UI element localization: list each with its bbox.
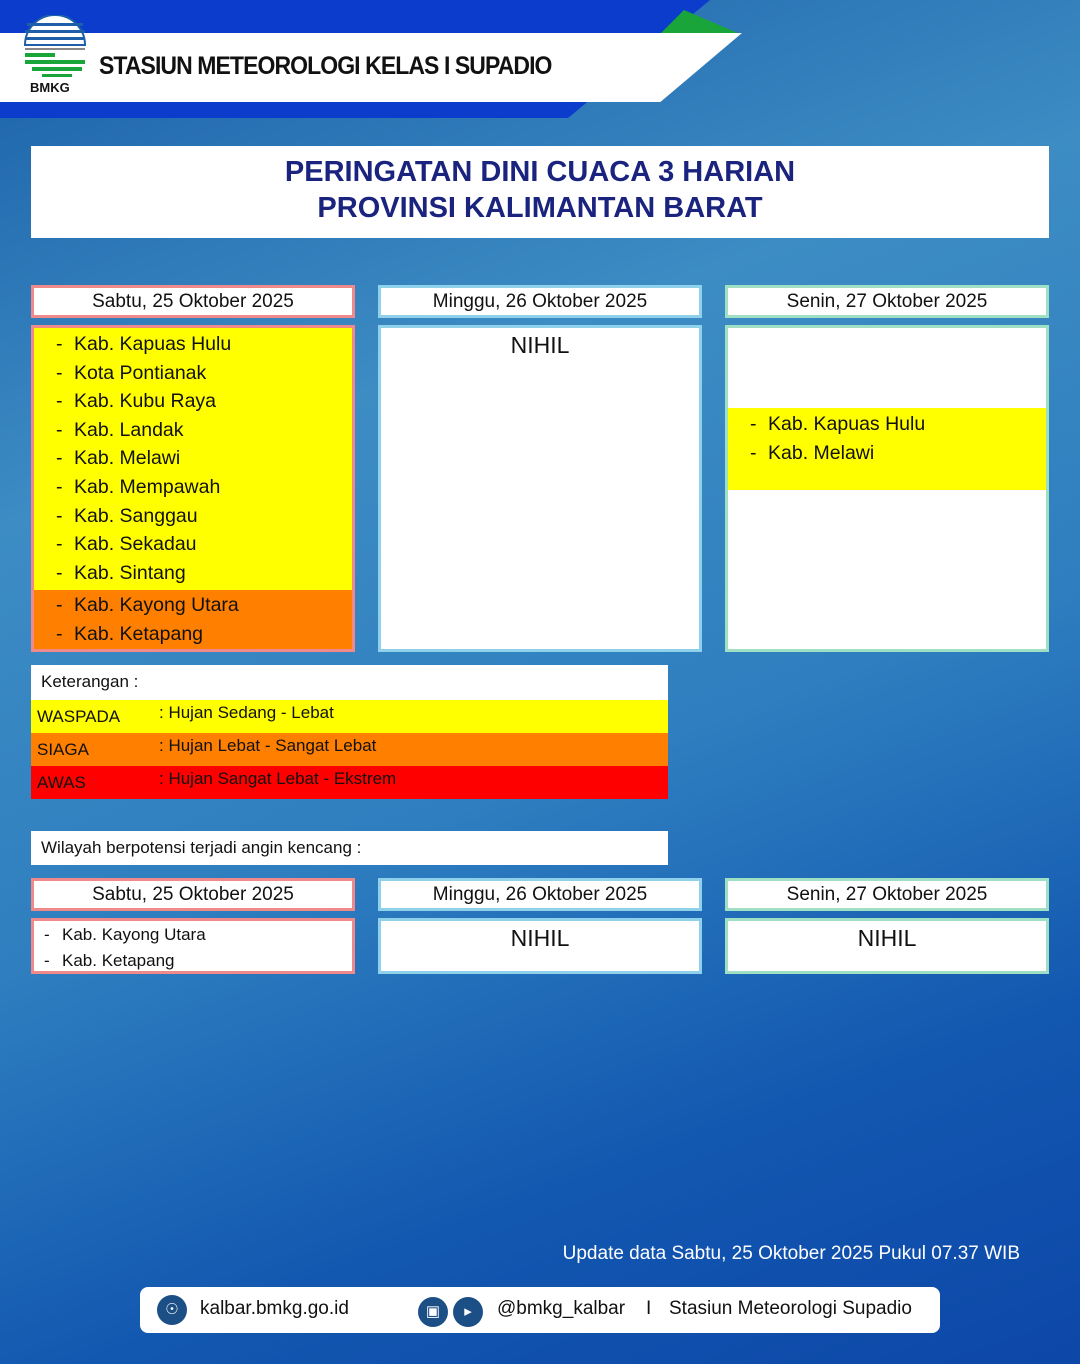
legend-desc: : Hujan Sangat Lebat - Ekstrem xyxy=(159,769,397,788)
instagram-icon[interactable]: ▣ xyxy=(418,1297,448,1327)
wind-list xyxy=(34,921,352,974)
list-item: - Kab. Melawi xyxy=(728,439,1046,468)
list-item: - Kab. Kapuas Hulu xyxy=(728,410,1046,439)
globe-icon: ☉ xyxy=(157,1295,187,1325)
separator: I xyxy=(646,1298,652,1319)
list-item: - Kab. Mempawah xyxy=(34,473,352,502)
nihil-text: NIHIL xyxy=(857,925,917,951)
title-line-1: PERINGATAN DINI CUACA 3 HARIAN xyxy=(284,156,796,188)
legend-desc: : Hujan Lebat - Sangat Lebat xyxy=(159,736,377,755)
nihil-text: NIHIL xyxy=(510,925,570,951)
wind-day-2-header: Minggu, 26 Oktober 2025 xyxy=(378,878,702,911)
station-name: STASIUN METEOROLOGI KELAS I SUPADIO xyxy=(99,52,552,80)
day-3-header: Senin, 27 Oktober 2025 xyxy=(725,285,1049,318)
page-title xyxy=(31,146,1049,238)
wind-day-1-areas xyxy=(31,918,355,974)
wind-title: Wilayah berpotensi terjadi angin kencang : xyxy=(31,831,668,865)
wind-day-1-header: Sabtu, 25 Oktober 2025 xyxy=(31,878,355,911)
wind-day-2-areas xyxy=(378,918,702,974)
day-3-warnings xyxy=(725,325,1049,652)
list-item: - Kab. Sekadau xyxy=(34,530,352,559)
footer-bar xyxy=(140,1287,940,1333)
list-item: - Kab. Ketapang xyxy=(34,620,352,649)
legend-level: WASPADA xyxy=(37,707,121,726)
legend-title: Keterangan : xyxy=(31,665,668,700)
legend-desc: : Hujan Sedang - Lebat xyxy=(159,703,334,722)
wind-day-3-areas xyxy=(725,918,1049,974)
update-text: Update data Sabtu, 25 Oktober 2025 Pukul 07.37 WIB xyxy=(562,1243,1020,1264)
nihil-text: NIHIL xyxy=(510,332,570,358)
list-item: - Kab. Ketapang xyxy=(34,948,352,974)
list-item: - Kab. Kayong Utara xyxy=(34,922,352,948)
waspada-list xyxy=(34,328,352,590)
legend-level: SIAGA xyxy=(37,740,89,759)
list-item: - Kab. Melawi xyxy=(34,444,352,473)
legend-awas xyxy=(31,766,668,799)
list-item: - Kab. Landak xyxy=(34,416,352,445)
day-2-header: Minggu, 26 Oktober 2025 xyxy=(378,285,702,318)
title-line-2: PROVINSI KALIMANTAN BARAT xyxy=(317,192,763,224)
list-item: - Kab. Sintang xyxy=(34,559,352,588)
website-link[interactable]: kalbar.bmkg.go.id xyxy=(200,1298,349,1319)
social-handle[interactable]: @bmkg_kalbar xyxy=(497,1298,626,1319)
day-1-header: Sabtu, 25 Oktober 2025 xyxy=(31,285,355,318)
logo-text: BMKG xyxy=(30,80,70,95)
list-item: - Kota Pontianak xyxy=(34,359,352,388)
list-item: - Kab. Kapuas Hulu xyxy=(34,330,352,359)
waspada-list xyxy=(728,408,1046,490)
list-item: - Kab. Sanggau xyxy=(34,502,352,531)
day-2-warnings xyxy=(378,325,702,652)
station-full-name: Stasiun Meteorologi Supadio xyxy=(669,1298,912,1319)
list-item: - Kab. Kayong Utara xyxy=(34,591,352,620)
youtube-icon[interactable]: ▸ xyxy=(453,1297,483,1327)
wind-day-3-header: Senin, 27 Oktober 2025 xyxy=(725,878,1049,911)
list-item: - Kab. Kubu Raya xyxy=(34,387,352,416)
legend-level: AWAS xyxy=(37,773,86,792)
siaga-list xyxy=(34,590,352,649)
day-1-warnings xyxy=(31,325,355,652)
